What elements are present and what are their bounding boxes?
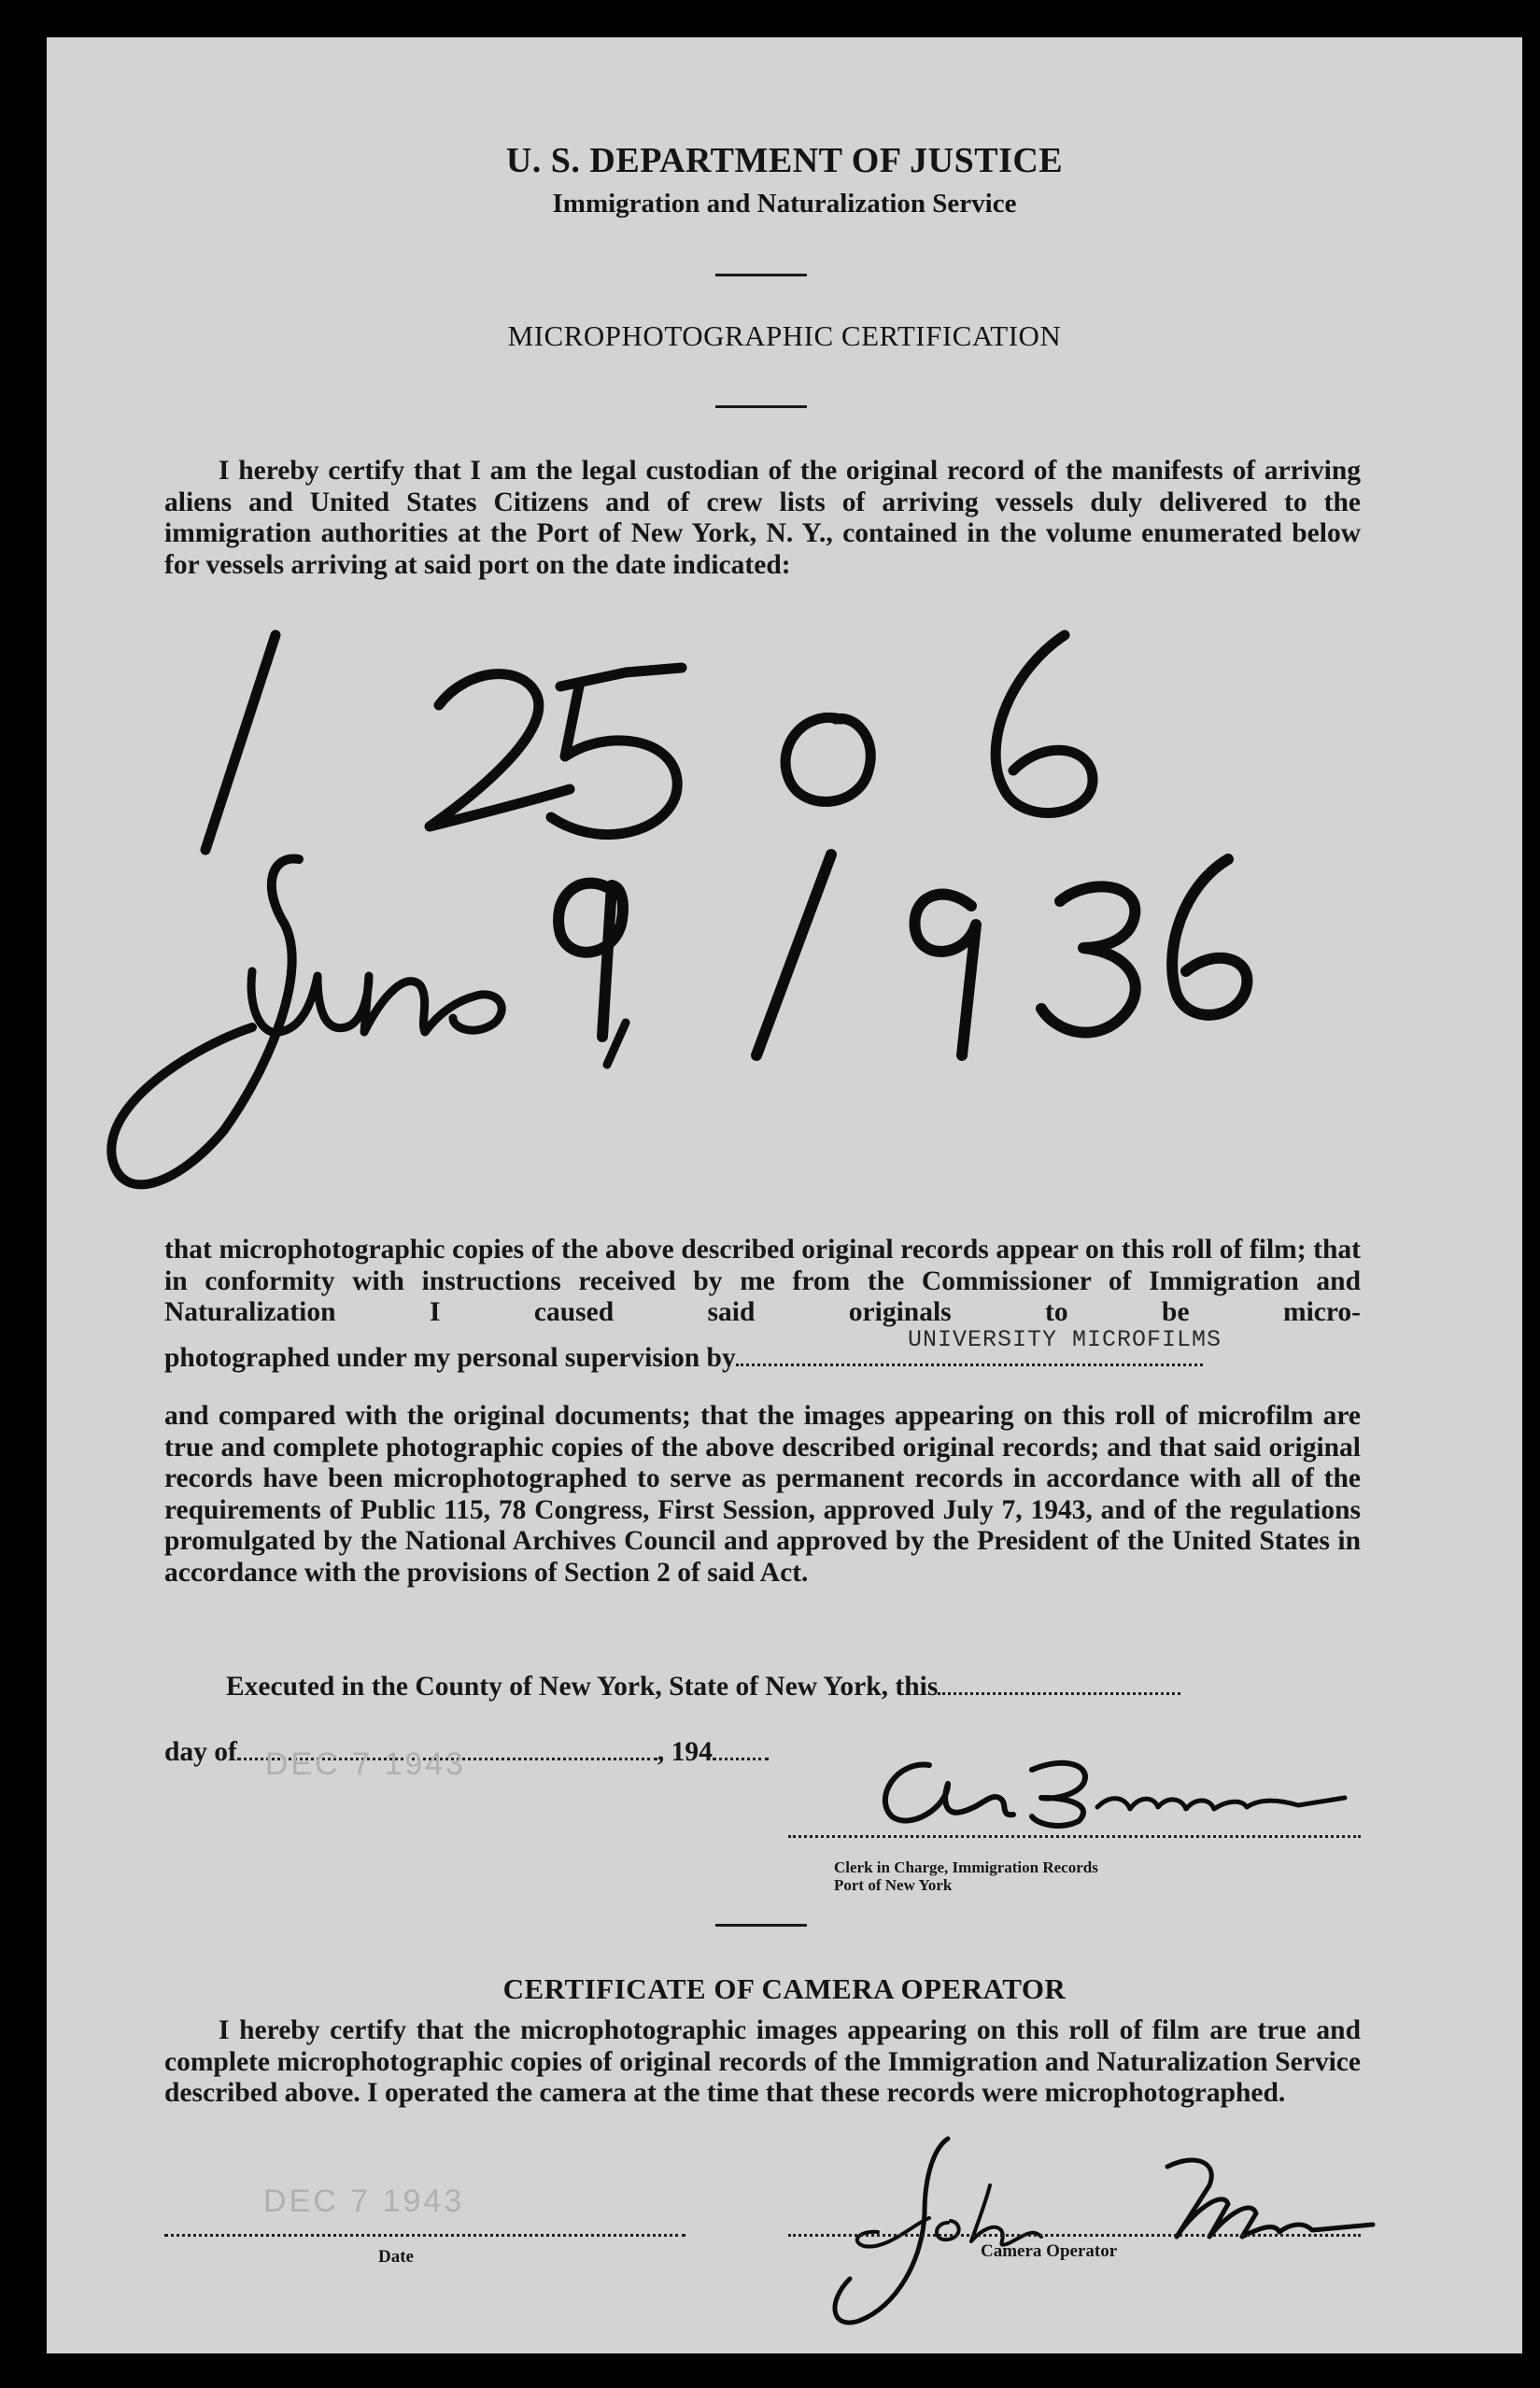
day-of-blank (237, 1746, 657, 1782)
clerk-title (834, 1858, 1098, 1894)
copies-paragraph: that microphotographic copies of the above described original records appear on this roll of film; that in conformity with instructions received by me from the Commissioner of Immigration and Naturalization I caused said originals to be micro- (164, 1235, 1361, 1327)
supervisor-typed-name: UNIVERSITY MICROFILMS (908, 1326, 1222, 1353)
supervision-text: photographed under my personal supervision by (164, 1343, 736, 1373)
department-title: U. S. DEPARTMENT OF JUSTICE (505, 141, 1064, 180)
date-label: Date (378, 2247, 414, 2267)
document-sheet (47, 37, 1522, 2353)
camera-operator-label: Camera Operator (981, 2241, 1118, 2261)
supervisor-blank (736, 1364, 1203, 1366)
executed-day-blank (938, 1692, 1180, 1695)
clerk-title-line1: Clerk in Charge, Immigration Records (834, 1858, 1098, 1876)
camera-operator-heading: CERTIFICATE OF CAMERA OPERATOR (502, 1972, 1067, 2005)
handwritten-date (84, 822, 1485, 1214)
day-line (164, 1737, 769, 1782)
year-blank (713, 1758, 769, 1760)
clerk-title-line2: Port of New York (834, 1876, 953, 1894)
service-subtitle: Immigration and Naturalization Service (552, 189, 1017, 219)
operator-signature-line (788, 2234, 1361, 2237)
divider (715, 1924, 807, 1927)
compliance-paragraph: and compared with the original documents; that the images appearing on this roll of microfilm are true and complete photographic copies of the above described original records; and that said original records have been microphotographed to serve as permanent records in accordance with all of the requirements of Public 115, 78 Congress, First Session, approved July 7, 1943, and of the regulations promulgated by the National Archives Council and approved by the President of the United States in accordance with the provisions of Section 2 of said Act. (164, 1401, 1361, 1588)
certification-heading: MICROPHOTOGRAPHIC CERTIFICATION (507, 319, 1062, 352)
divider (715, 274, 807, 276)
executed-text: Executed in the County of New York, State of New York, this (226, 1672, 939, 1702)
date-stamp: DEC 7 1943 (264, 1746, 467, 1782)
clerk-signature-line (788, 1835, 1361, 1838)
operator-date-stamp: DEC 7 1943 (263, 2183, 465, 2219)
day-of-text: day of (164, 1737, 237, 1767)
operator-signature (784, 2120, 1382, 2335)
camera-operator-paragraph: I hereby certify that the microphotographic images appearing on this roll of film are true and complete microphotographic copies of original records of the Immigration and Naturalization Service described above. I operated the camera at the time that these records were microphotographed. (164, 2015, 1361, 2108)
divider (715, 405, 807, 408)
clerk-signature (859, 1742, 1363, 1835)
custodian-paragraph: I hereby certify that I am the legal custodian of the original record of the manifests of arriving aliens and United States Citizens and of crew lists of arriving vessels duly delivered to the immigration authorities at the Port of New York, N. Y., contained in the volume enumerated below for vessels arriving at said port on the date indicated: (164, 456, 1361, 580)
executed-line (226, 1672, 1180, 1703)
year-prefix: , 194 (657, 1737, 713, 1767)
date-line (164, 2234, 685, 2237)
